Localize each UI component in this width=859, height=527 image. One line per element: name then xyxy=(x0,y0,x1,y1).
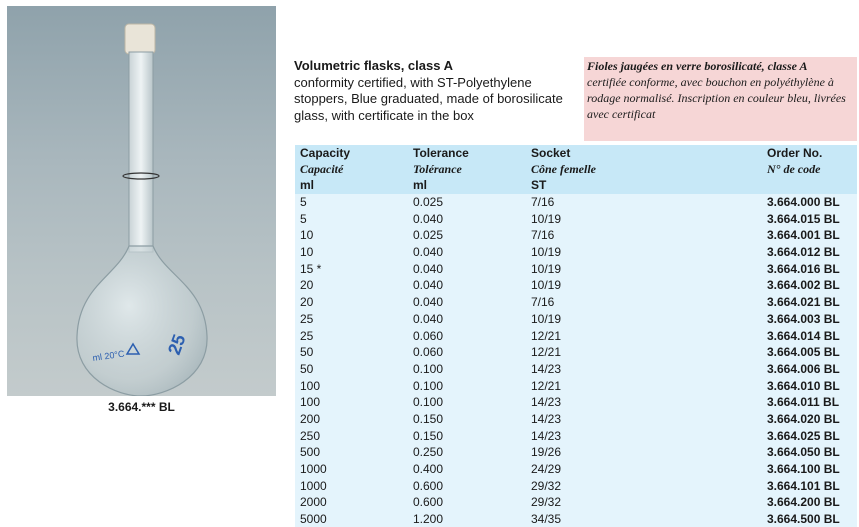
cell-tolerance: 0.040 xyxy=(413,211,444,226)
header-socket xyxy=(531,145,596,193)
table-row xyxy=(295,194,857,211)
cell-tolerance: 0.400 xyxy=(413,462,444,476)
table-header xyxy=(295,145,857,194)
cell-tolerance: 0.040 xyxy=(413,261,444,276)
volumetric-flask-illustration xyxy=(7,6,276,396)
table-row xyxy=(295,344,857,361)
cell-capacity: 10 xyxy=(300,228,314,243)
description-body-en: conformity certified, with ST-Polyethylene stoppers, Blue graduated, made of borosilicate glass, with certificate in the box xyxy=(294,74,563,123)
header-tolerance xyxy=(413,145,469,193)
cell-order: 3.664.016 BL xyxy=(767,261,840,276)
description-english xyxy=(294,58,579,124)
header-order-fr: N° de code xyxy=(767,162,821,176)
cell-socket: 10/19 xyxy=(531,311,562,326)
header-capacity-unit: ml xyxy=(300,178,315,192)
cell-capacity: 10 xyxy=(300,245,314,260)
header-capacity-fr: Capacité xyxy=(300,162,344,176)
table-row xyxy=(295,294,857,311)
cell-capacity: 1000 xyxy=(300,462,327,476)
description-body-fr: certifiée conforme, avec bouchon en polyéthylène à rodage normalisé. Inscription en couleur bleu, livrées avec certificat xyxy=(587,75,846,121)
table-row xyxy=(295,511,857,527)
table-row xyxy=(295,494,857,511)
cell-capacity: 15 * xyxy=(300,261,322,276)
cell-capacity: 100 xyxy=(300,395,321,410)
cell-tolerance: 0.150 xyxy=(413,411,444,426)
product-table xyxy=(295,145,857,527)
cell-capacity: 50 xyxy=(300,361,314,376)
table-body xyxy=(295,194,857,527)
table-row xyxy=(295,211,857,228)
header-socket-unit: ST xyxy=(531,178,547,192)
header-capacity xyxy=(300,145,350,193)
cell-tolerance: 0.025 xyxy=(413,228,444,243)
cell-capacity: 50 xyxy=(300,345,314,360)
cell-socket: 14/23 xyxy=(531,395,562,410)
cell-socket: 12/21 xyxy=(531,328,562,343)
cell-order: 3.664.200 BL xyxy=(767,495,840,510)
cell-capacity: 20 xyxy=(300,278,314,293)
cell-socket: 19/26 xyxy=(531,445,562,460)
cell-tolerance: 0.060 xyxy=(413,328,444,343)
cell-socket: 34/35 xyxy=(531,512,562,527)
cell-tolerance: 0.600 xyxy=(413,495,444,510)
cell-socket: 10/19 xyxy=(531,211,562,226)
table-row xyxy=(295,244,857,261)
cell-order: 3.664.001 BL xyxy=(767,228,840,243)
cell-tolerance: 0.040 xyxy=(413,311,444,326)
cell-order: 3.664.500 BL xyxy=(767,512,840,527)
cell-order: 3.664.010 BL xyxy=(767,378,840,393)
cell-socket: 14/23 xyxy=(531,361,562,376)
cell-socket: 12/21 xyxy=(531,378,562,393)
table-row xyxy=(295,411,857,428)
cell-socket: 24/29 xyxy=(531,462,562,476)
cell-socket: 14/23 xyxy=(531,428,562,443)
description-title-en: Volumetric flasks, class A xyxy=(294,58,453,73)
cell-capacity: 5 xyxy=(300,195,307,209)
table-row xyxy=(295,378,857,395)
cell-socket: 7/16 xyxy=(531,195,555,209)
header-order xyxy=(767,145,822,177)
cell-socket: 10/19 xyxy=(531,261,562,276)
cell-capacity: 5 xyxy=(300,211,307,226)
cell-order: 3.664.012 BL xyxy=(767,245,840,260)
table-row xyxy=(295,277,857,294)
product-photo xyxy=(7,6,276,396)
cell-capacity: 2000 xyxy=(300,495,327,510)
header-order-en: Order No. xyxy=(767,146,823,160)
cell-tolerance: 0.100 xyxy=(413,395,444,410)
cell-tolerance: 0.150 xyxy=(413,428,444,443)
table-row xyxy=(295,428,857,445)
header-tolerance-en: Tolerance xyxy=(413,146,469,160)
cell-tolerance: 0.100 xyxy=(413,361,444,376)
cell-order: 3.664.003 BL xyxy=(767,311,840,326)
cell-order: 3.664.000 BL xyxy=(767,195,840,209)
header-capacity-en: Capacity xyxy=(300,146,351,160)
cell-capacity: 25 xyxy=(300,311,314,326)
table-row xyxy=(295,227,857,244)
cell-tolerance: 0.100 xyxy=(413,378,444,393)
cell-tolerance: 0.025 xyxy=(413,195,444,209)
cell-order: 3.664.015 BL xyxy=(767,211,840,226)
cell-order: 3.664.005 BL xyxy=(767,345,840,360)
cell-order: 3.664.025 BL xyxy=(767,428,840,443)
cell-tolerance: 0.040 xyxy=(413,295,444,310)
description-french xyxy=(584,57,857,141)
cell-tolerance: 1.200 xyxy=(413,512,444,527)
cell-capacity: 25 xyxy=(300,328,314,343)
cell-tolerance: 0.040 xyxy=(413,245,444,260)
cell-socket: 14/23 xyxy=(531,411,562,426)
cell-capacity: 200 xyxy=(300,411,321,426)
description-title-fr: Fioles jaugées en verre borosilicaté, classe A xyxy=(587,59,808,73)
cell-order: 3.664.011 BL xyxy=(767,395,840,410)
cell-capacity: 100 xyxy=(300,378,321,393)
cell-order: 3.664.020 BL xyxy=(767,411,840,426)
table-row xyxy=(295,361,857,378)
cell-tolerance: 0.600 xyxy=(413,478,444,493)
cell-order: 3.664.050 BL xyxy=(767,445,840,460)
cell-socket: 7/16 xyxy=(531,295,555,310)
table-row xyxy=(295,444,857,461)
table-row xyxy=(295,328,857,345)
cell-order: 3.664.014 BL xyxy=(767,328,840,343)
cell-socket: 29/32 xyxy=(531,495,562,510)
svg-text:25: 25 xyxy=(163,331,190,358)
cell-socket: 10/19 xyxy=(531,278,562,293)
svg-text:ml 20°C: ml 20°C xyxy=(91,348,126,363)
table-row xyxy=(295,461,857,478)
cell-capacity: 20 xyxy=(300,295,314,310)
cell-order: 3.664.100 BL xyxy=(767,462,840,476)
cell-socket: 12/21 xyxy=(531,345,562,360)
cell-socket: 10/19 xyxy=(531,245,562,260)
header-socket-en: Socket xyxy=(531,146,571,160)
header-tolerance-fr: Tolérance xyxy=(413,162,462,176)
cell-capacity: 1000 xyxy=(300,478,327,493)
cell-order: 3.664.006 BL xyxy=(767,361,840,376)
cell-socket: 29/32 xyxy=(531,478,562,493)
cell-order: 3.664.002 BL xyxy=(767,278,840,293)
table-row xyxy=(295,261,857,278)
header-tolerance-unit: ml xyxy=(413,178,428,192)
cell-tolerance: 0.040 xyxy=(413,278,444,293)
cell-capacity: 500 xyxy=(300,445,321,460)
table-row xyxy=(295,478,857,495)
cell-order: 3.664.101 BL xyxy=(767,478,840,493)
cell-capacity: 250 xyxy=(300,428,321,443)
cell-order: 3.664.021 BL xyxy=(767,295,840,310)
cell-capacity: 5000 xyxy=(300,512,327,527)
table-row xyxy=(295,311,857,328)
cell-socket: 7/16 xyxy=(531,228,555,243)
cell-tolerance: 0.060 xyxy=(413,345,444,360)
header-socket-fr: Cône femelle xyxy=(531,162,596,176)
product-caption: 3.664.*** BL xyxy=(108,400,175,414)
table-row xyxy=(295,394,857,411)
cell-tolerance: 0.250 xyxy=(413,445,444,460)
